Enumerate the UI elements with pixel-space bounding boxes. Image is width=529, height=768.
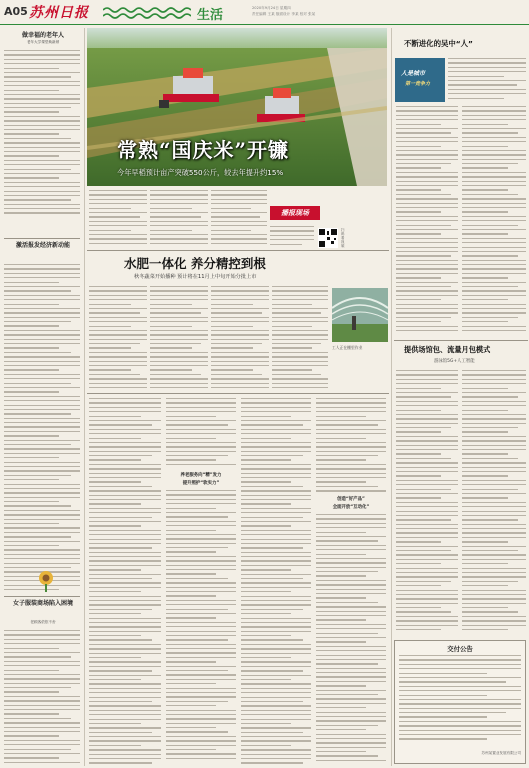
notice-title: 交付公告 (447, 645, 473, 653)
bottom-col4-subhead-c: 创造“好产品” (337, 497, 365, 502)
main-headline: 常熟“国庆米”开镰 (117, 138, 290, 162)
stamp-line-2: 第一竞争力 (405, 81, 431, 87)
notice-box (394, 640, 526, 764)
left-article-3-body (4, 630, 80, 766)
greenhouse-photo (332, 288, 388, 342)
left-column-separator (84, 28, 85, 766)
bottom-col2-subhead-b: 提升照护“软实力” (182, 481, 220, 486)
story2-subhead: 秋冬蔬菜开始播种 预计将在11月上中旬开始分批上市 (134, 274, 257, 280)
sunflower-icon (34, 568, 58, 592)
bottom-col4-bottom (316, 514, 386, 766)
main-story-body-col3 (211, 190, 267, 246)
right-top-stamp (395, 58, 445, 102)
bottom-col2-bottom (166, 490, 236, 766)
main-divider (87, 250, 389, 251)
right-divider (394, 340, 528, 341)
left-article-2-body (4, 264, 80, 594)
section-name: 生活 (197, 8, 224, 23)
bottom-col1 (89, 398, 161, 766)
bottom-col4-subhead-d: 全面开放“互动化” (332, 505, 370, 510)
greenhouse-photo-caption: 工人正在棚里作业 (332, 345, 363, 350)
masthead-meta (252, 5, 315, 17)
qr-code-icon (318, 228, 338, 248)
left-article-3-title: 女子服装商场陷入困境 (12, 600, 73, 607)
story2-body-col3 (211, 286, 269, 390)
stamp-line-1: 人是城市 (401, 70, 426, 77)
left-article-1-body (4, 50, 80, 220)
right-top-body-c (462, 106, 526, 336)
left-article-1-title: 做幸福的老年人 (21, 32, 64, 39)
page-number: A05 (4, 5, 28, 18)
right-mid-body-b (462, 370, 526, 632)
left-illustration (34, 568, 58, 592)
greenhouse-image (332, 288, 388, 342)
main-photo (87, 28, 387, 186)
left-article-3-sub: 老顾客依依不舍 (30, 620, 56, 624)
right-top-title: 不断进化的吴中“人” (404, 39, 473, 48)
left-column (2, 28, 82, 768)
masthead (0, 0, 529, 26)
main-story-body-col1 (89, 190, 147, 246)
right-mid-title: 提供场馆包、流量月包模式 (404, 345, 491, 354)
right-top-body-a (448, 58, 526, 102)
qr-label: 扫码看视频 (341, 228, 345, 248)
qr-code[interactable] (318, 228, 338, 248)
main-story-body-col2 (150, 190, 208, 246)
wave-icon (103, 6, 191, 20)
right-mid-sub: 游泳馆5G+人工智能 (434, 359, 475, 364)
meta-line-1: 2020年9月24日 星期四 (252, 6, 291, 10)
bottom-col2-top (166, 398, 236, 470)
notice-footer: 苏州某置业发展有限公司 (481, 751, 521, 755)
wave-decoration (103, 5, 191, 19)
bottom-col2-subhead-a: 养老服务向“精”发力 (180, 473, 222, 478)
bottom-col3 (241, 398, 311, 766)
left-divider-2 (4, 596, 80, 597)
masthead-rule (0, 24, 529, 25)
main-subhead: 今年早稻预计亩产突破550公斤，较去年提升约15% (117, 168, 284, 177)
story2-divider (87, 393, 389, 394)
left-divider-1 (4, 238, 80, 239)
left-article-1-sub: 老年大学课堂焕新颜 (26, 40, 60, 44)
right-column-separator (391, 28, 392, 766)
paper-name-logo: 苏州日报 (29, 5, 89, 21)
main-story-body-col4 (270, 226, 314, 246)
left-article-2-title: 激活报发经济新动能 (15, 242, 70, 249)
story2-body-col2 (150, 286, 208, 390)
live-badge: 播报现场 (270, 206, 320, 220)
bottom-col4-top (316, 398, 386, 494)
story2-body-col4 (272, 286, 328, 390)
right-mid-body-a (396, 370, 458, 632)
right-top-body-b (396, 106, 458, 336)
story2-body-col1 (89, 286, 147, 390)
story2-headline: 水肥一体化 养分精控到根 (124, 256, 266, 271)
meta-line-2: 责任编辑 王某 版面设计 李某 校对 张某 (252, 12, 316, 16)
notice-body (399, 655, 521, 743)
